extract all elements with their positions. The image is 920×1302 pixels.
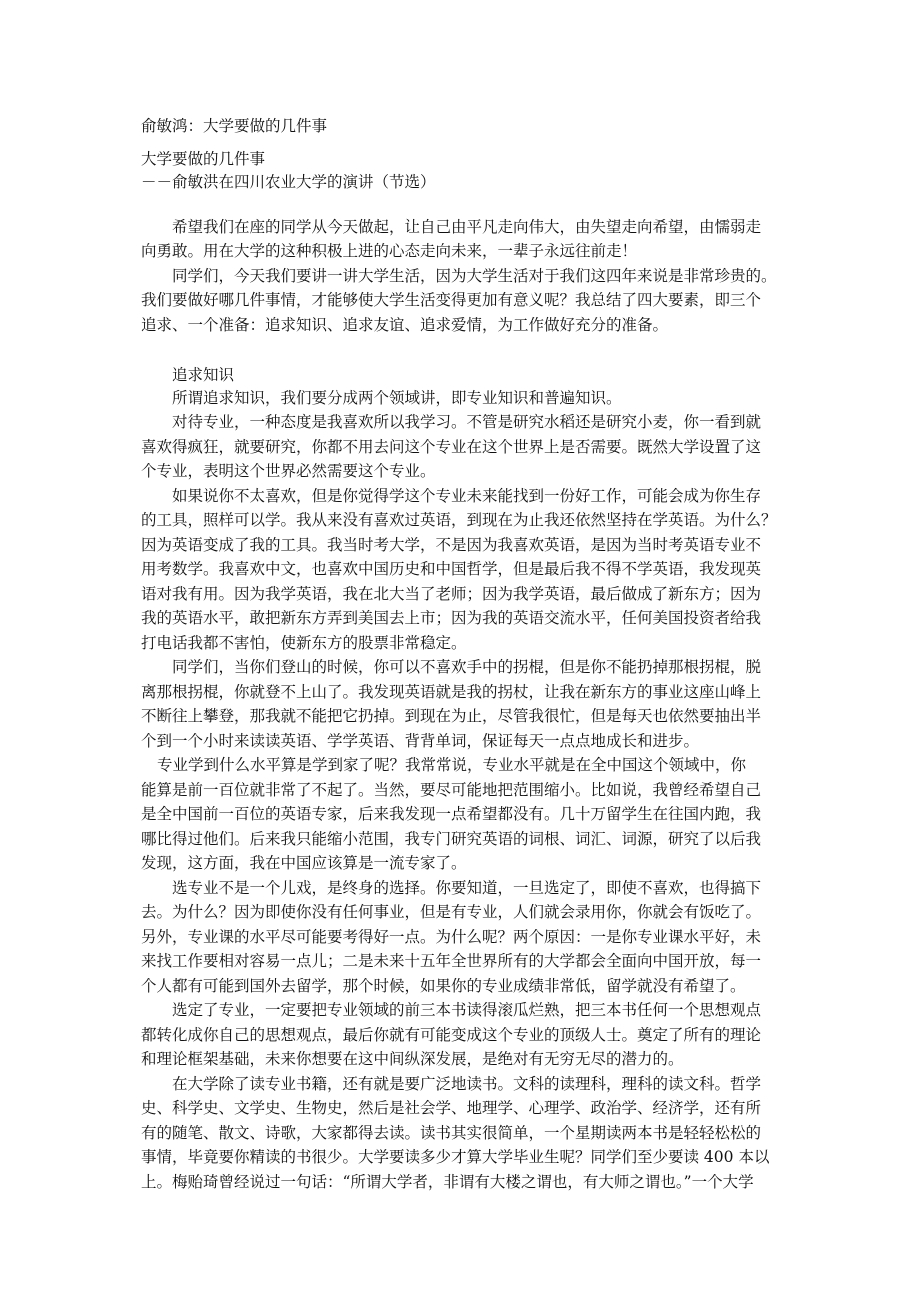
- body-line: 打电话我都不害怕，使新东方的股票非常稳定。: [141, 634, 467, 652]
- body-line: 我的英语水平，敢把新东方弄到美国去上市；因为我的英语交流水平，任何美国投资者给我: [141, 609, 762, 627]
- body-line: 上。梅贻琦曾经说过一句话：“所谓大学者，非谓有大楼之谓也，有大师之谓也。”一个大学: [141, 1173, 754, 1191]
- body-line: 喜欢得疯狂，就要研究，你都不用去问这个专业在这个世界上是否需要。既然大学设置了这: [141, 438, 762, 456]
- body-line: 专业学到什么水平算是学到家了呢？我常常说，专业水平就是在全中国这个领域中，你: [157, 756, 747, 774]
- section-heading: 追求知识: [172, 366, 235, 384]
- body-line: 来找工作要相对容易一点儿；二是未来十五年全世界所有的大学都会全面向中国开放，每一: [141, 952, 762, 970]
- body-line: 的工具，照样可以学。我从来没有喜欢过英语，到现在为止我还依然坚持在学英语。为什么？: [141, 511, 777, 529]
- body-line: 发现，这方面，我在中国应该算是一流专家了。: [141, 854, 467, 872]
- intro-line: 向勇敢。用在大学的这种积极上进的心态走向未来，一辈子永远往前走！: [141, 242, 638, 260]
- doc-byline: －－俞敏洪在四川农业大学的演讲（节选）: [141, 173, 436, 191]
- doc-subtitle: 大学要做的几件事: [141, 150, 266, 168]
- body-line: 选定了专业，一定要把专业领域的前三本书读得滚瓜烂熟，把三本书任何一个思想观点: [172, 1001, 762, 1019]
- body-line: 哪比得过他们。后来我只能缩小范围，我专门研究英语的词根、词汇、词源，研究了以后我: [141, 830, 762, 848]
- doc-title: 俞敏鸿：大学要做的几件事: [141, 117, 328, 135]
- intro-line: 追求、一个准备：追求知识、追求友谊、追求爱情，为工作做好充分的准备。: [141, 316, 669, 334]
- body-line: 个专业，表明这个世界必然需要这个专业。: [141, 462, 436, 480]
- body-line: 选专业不是一个儿戏，是终身的选择。你要知道，一旦选定了，即使不喜欢，也得搞下: [172, 879, 762, 897]
- body-line: 另外，专业课的水平尽可能要考得好一点。为什么呢？两个原因：一是你专业课水平好，未: [141, 928, 762, 946]
- body-line: 个人都有可能到国外去留学，那个时候，如果你的专业成绩非常低，留学就没有希望了。: [141, 977, 746, 995]
- intro-line: 希望我们在座的同学从今天做起，让自己由平凡走向伟大，由失望走向希望，由懦弱走: [172, 218, 762, 236]
- body-line: 用考数学。我喜欢中文，也喜欢中国历史和中国哲学，但是最后我不得不学英语，我发现英: [141, 560, 762, 578]
- body-line: 不断往上攀登，那我就不能把它扔掉。到现在为止，尽管我很忙，但是每天也依然要抽出半: [141, 707, 762, 725]
- body-line: 有的随笔、散文、诗歌，大家都得去读。读书其实很简单，一个星期读两本书是轻轻松松的: [141, 1124, 762, 1142]
- body-line: 是全中国前一百位的英语专家，后来我发现一点希望都没有。几十万留学生在往国内跑，我: [141, 805, 762, 823]
- body-line: 去。为什么？因为即使你没有任何事业，但是有专业，人们就会录用你，你就会有饭吃了。: [141, 903, 762, 921]
- body-line: 事情，毕竟要你精读的书很少。大学要读多少才算大学毕业生呢？同学们至少要读 400 本以: [141, 1148, 770, 1166]
- body-line: 能算是前一百位就非常了不起了。当然，要尽可能地把范围缩小。比如说，我曾经希望自己: [141, 781, 762, 799]
- body-line: 对待专业，一种态度是我喜欢所以我学习。不管是研究水稻还是研究小麦，你一看到就: [172, 413, 762, 431]
- body-line: 因为英语变成了我的工具。我当时考大学，不是因为我喜欢英语，是因为当时考英语专业不: [141, 536, 762, 554]
- intro-line: 同学们，今天我们要讲一讲大学生活，因为大学生活对于我们这四年来说是非常珍贵的。: [172, 267, 777, 285]
- body-line: 都转化成你自己的思想观点，最后你就有可能变成这个专业的顶级人士。奠定了所有的理论: [141, 1026, 762, 1044]
- body-line: 史、科学史、文学史、生物史，然后是社会学、地理学、心理学、政治学、经济学，还有所: [141, 1099, 762, 1117]
- body-line: 同学们，当你们登山的时候，你可以不喜欢手中的拐棍，但是你不能扔掉那根拐棍，脱: [172, 658, 762, 676]
- body-line: 所谓追求知识，我们要分成两个领域讲，即专业知识和普遍知识。: [172, 389, 622, 407]
- body-line: 在大学除了读专业书籍，还有就是要广泛地读书。文科的读理科，理科的读文科。哲学: [172, 1075, 762, 1093]
- body-line: 个到一个小时来读读英语、学学英语、背背单词，保证每天一点点地成长和进步。: [141, 732, 700, 750]
- body-line: 如果说你不太喜欢，但是你觉得学这个专业未来能找到一份好工作，可能会成为你生存: [172, 487, 762, 505]
- body-line: 和理论框架基础，未来你想要在这中间纵深发展，是绝对有无穷无尽的潜力的。: [141, 1050, 684, 1068]
- body-line: 语对我有用。因为我学英语，我在北大当了老师；因为我学英语，最后做成了新东方；因为: [141, 585, 762, 603]
- body-line: 离那根拐棍，你就登不上山了。我发现英语就是我的拐杖，让我在新东方的事业这座山峰上: [141, 683, 762, 701]
- intro-line: 我们要做好哪几件事情，才能够使大学生活变得更加有意义呢？我总结了四大要素，即三个: [141, 291, 762, 309]
